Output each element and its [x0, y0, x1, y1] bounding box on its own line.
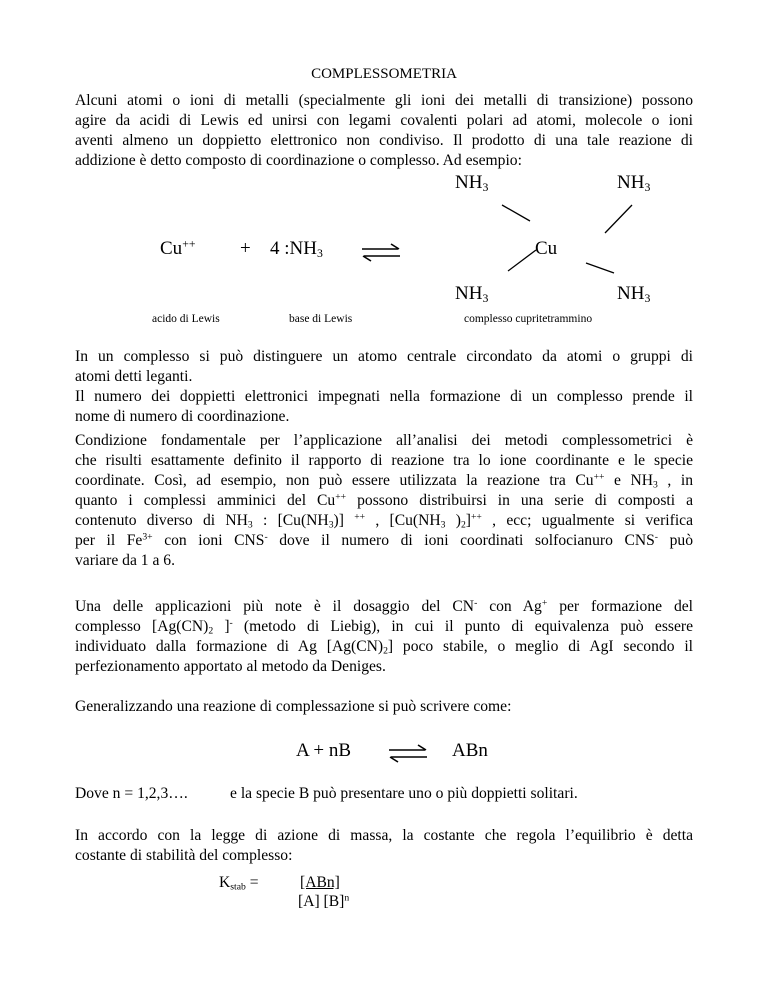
- para-line: coordinate. Così, ad esempio, non può essere utilizzata la reazione tra Cu++ e $NH_3$ , in: [75, 471, 693, 491]
- para-line: complesso [$Ag(CN)_2$ ]- (metodo di Liebig), in cui il punto di equivalenza può essere: [75, 617, 694, 637]
- label-acid: acido di Lewis: [152, 313, 220, 325]
- paragraph-ligands: [75, 347, 693, 427]
- bond-bottom-left: [508, 250, 536, 271]
- ligand-top-right: $NH_3$: [617, 172, 651, 194]
- equilibrium-arrows-icon: [360, 240, 402, 264]
- para-line: contenuto diverso di $NH_3$ : $[Cu(NH_3)]$ ++ , [$Cu(NH_3$ )$_2]^{++}$ , ecc; ugualmente si verifica: [75, 511, 693, 531]
- para-line: Una delle applicazioni più note è il dosaggio del CN- con Ag+ per formazione del: [75, 597, 693, 615]
- para-line: Generalizzando una reazione di complessazione si può scrivere come:: [75, 698, 512, 715]
- coordination-bonds: [490, 195, 650, 285]
- dove-right: e la specie B può presentare uno o più doppietti solitari.: [230, 785, 578, 802]
- paragraph-mass-action: [75, 826, 693, 866]
- para-line: Il numero dei doppietti elettronici impegnati nella formazione di un complesso prende il: [75, 388, 693, 405]
- ammonia-reagent: 4 $:NH_3$: [270, 238, 323, 260]
- para-line: atomi detti leganti.: [75, 368, 193, 385]
- cu-ion: Cu++: [160, 237, 196, 259]
- para-line: variare da 1 a 6.: [75, 552, 176, 569]
- ligand-bottom-right: $NH_3$: [617, 283, 651, 305]
- para-line: quanto i complessi amminici del Cu++ possono distribuirsi in una serie di composti a: [75, 491, 693, 509]
- intro-line: Alcuni atomi o ioni di metalli (specialmente gli ioni dei metalli di transizione) possono: [75, 92, 693, 109]
- intro-line: agire da acidi di Lewis ed unirsi con legami covalenti polari ad atomi, molecole o ioni: [75, 112, 693, 129]
- ligand-bottom-left: $NH_3$: [455, 283, 489, 305]
- bond-top-left: [502, 205, 530, 221]
- para-line: nome di numero di coordinazione.: [75, 408, 290, 425]
- page-title: COMPLESSOMETRIA: [311, 66, 457, 82]
- para-line: Condizione fondamentale per l’applicazione all’analisi dei metodi complessometrici è: [75, 432, 693, 449]
- kstab-label: $K_{stab}$ =: [219, 874, 259, 893]
- paragraph-general: [75, 697, 693, 717]
- dove-left: Dove n = 1,2,3….: [75, 785, 188, 802]
- para-line: per il $Fe^{3+}$ con ioni CNS- dove il numero di ioni coordinati solfocianuro CNS- può: [75, 531, 693, 549]
- bond-bottom-right: [586, 263, 614, 273]
- para-line: In un complesso si può distinguere un atomo centrale circondato da atomi o gruppi di: [75, 348, 693, 365]
- plus-sign: +: [240, 238, 251, 259]
- para-line: In accordo con la legge di azione di massa, la costante che regola l’equilibrio è detta: [75, 827, 693, 844]
- paragraph-liebig: [75, 597, 693, 677]
- para-line: costante di stabilità del complesso:: [75, 847, 293, 864]
- intro-paragraph: [75, 91, 693, 171]
- kstab-numerator: [ABn]: [300, 874, 340, 891]
- kstab-denominator: [A] $[B]^n$: [298, 892, 350, 910]
- para-line: individuato dalla formazione di Ag $[Ag(CN)_2]$ poco stabile, o meglio di AgI secondo il: [75, 638, 693, 657]
- para-line: che risulti esattamente definito il rapporto di reazione tra lo ione coordinante e le specie: [75, 452, 693, 469]
- para-line: perfezionamento apportato al metodo da Deniges.: [75, 658, 386, 675]
- central-atom: Cu: [535, 238, 558, 259]
- reaction-right: ABn: [452, 740, 488, 761]
- ligand-top-left: $NH_3$: [455, 172, 489, 194]
- paragraph-conditions: [75, 431, 693, 571]
- label-base: base di Lewis: [289, 313, 353, 325]
- label-complex: complesso cupritetrammino: [464, 313, 593, 325]
- reaction-left: A + nB: [296, 740, 352, 761]
- equilibrium-arrows-icon: [387, 741, 429, 765]
- intro-line: aventi almeno un doppietto elettronico non condiviso. Il prodotto di una tale reazione di: [75, 132, 693, 149]
- intro-line: addizione è detto composto di coordinazione o complesso. Ad esempio:: [75, 152, 522, 169]
- bond-top-right: [605, 205, 632, 233]
